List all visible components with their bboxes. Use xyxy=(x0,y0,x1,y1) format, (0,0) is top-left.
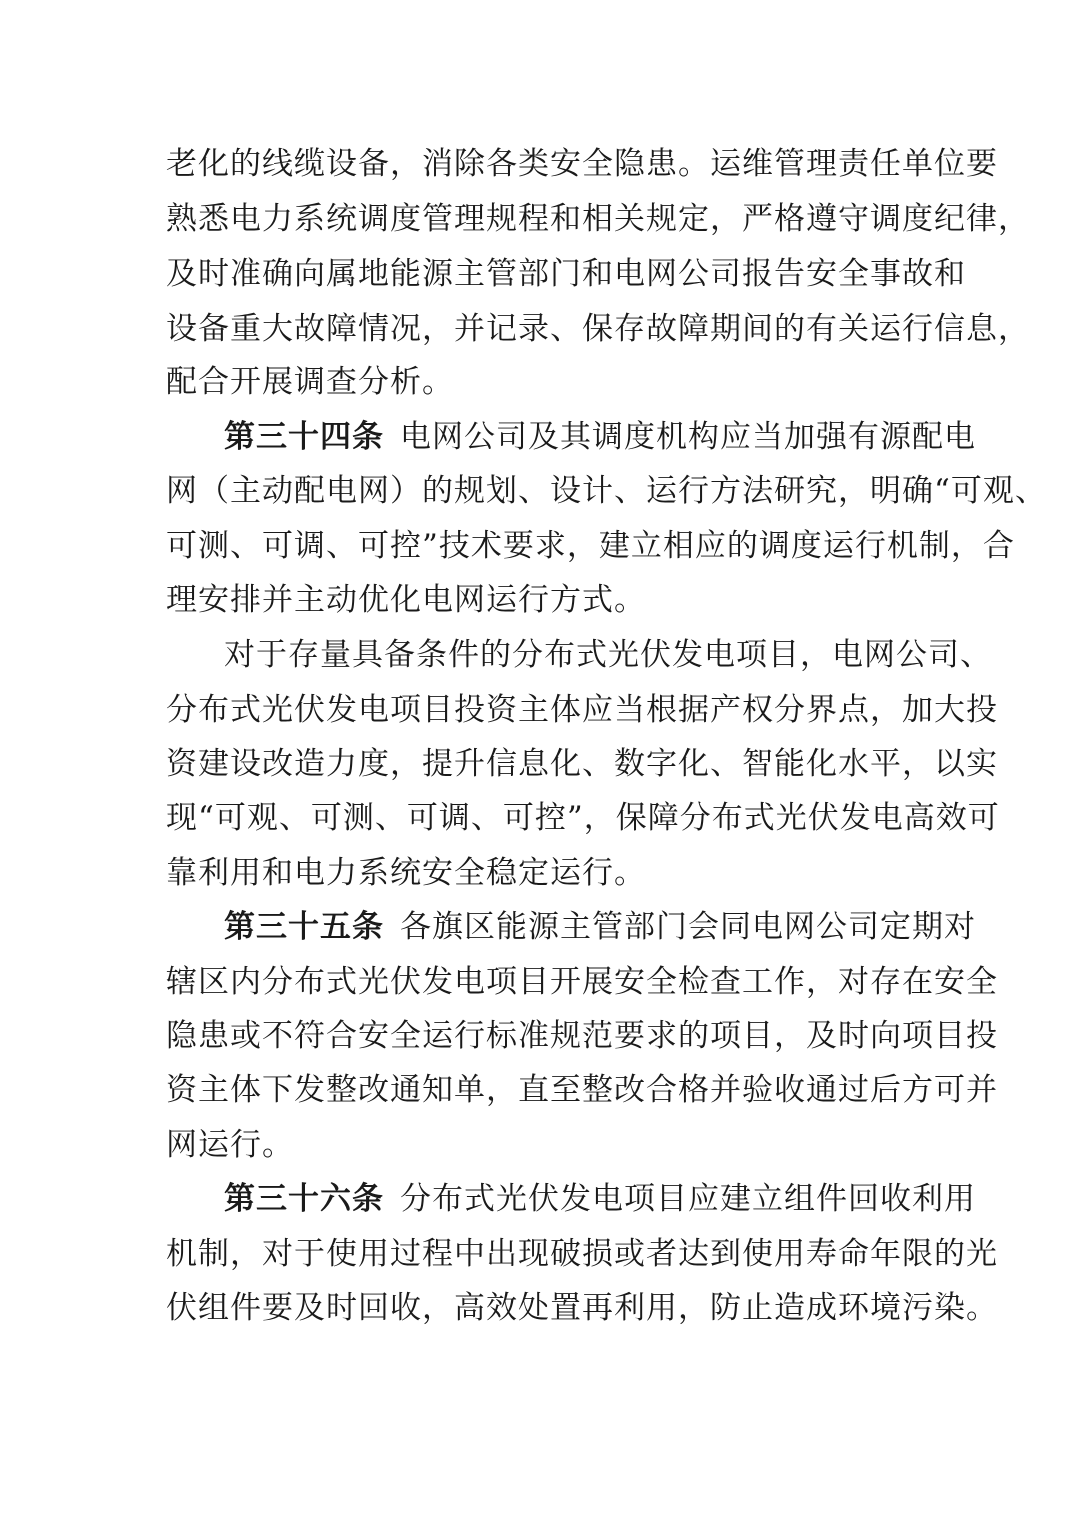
paragraph-line: 机制，对于使用过程中出现破损或者达到使用寿命年限的光 xyxy=(166,1236,998,1272)
paragraph-line: 网运行。 xyxy=(166,1127,294,1163)
paragraph-line: 可测、可调、可控”技术要求，建立相应的调度运行机制，合 xyxy=(166,528,1015,564)
paragraph-line: 资建设改造力度，提升信息化、数字化、智能化水平，以实 xyxy=(166,746,998,782)
paragraph-line: 伏组件要及时回收，高效处置再利用，防止造成环境污染。 xyxy=(166,1290,998,1326)
paragraph-line: 分布式光伏发电项目投资主体应当根据产权分界点，加大投 xyxy=(166,692,998,728)
article-35-heading: 第三十五条 xyxy=(224,909,384,945)
paragraph-line: 资主体下发整改通知单，直至整改合格并验收通过后方可并 xyxy=(166,1072,998,1108)
paragraph-line: 辖区内分布式光伏发电项目开展安全检查工作，对存在安全 xyxy=(166,964,998,1000)
paragraph-line: 现“可观、可测、可调、可控”，保障分布式光伏发电高效可 xyxy=(166,800,1000,836)
paragraph-line: 对于存量具备条件的分布式光伏发电项目，电网公司、 xyxy=(224,637,992,673)
paragraph-line: 配合开展调查分析。 xyxy=(166,364,454,400)
paragraph-line: 设备重大故障情况，并记录、保存故障期间的有关运行信息， xyxy=(166,311,1030,347)
article-36-text: 分布式光伏发电项目应建立组件回收利用 xyxy=(400,1181,976,1217)
paragraph-line: 理安排并主动优化电网运行方式。 xyxy=(166,582,646,618)
article-36-first-line xyxy=(224,1173,976,1225)
paragraph-line: 靠利用和电力系统安全稳定运行。 xyxy=(166,855,646,891)
paragraph-line: 及时准确向属地能源主管部门和电网公司报告安全事故和 xyxy=(166,256,966,292)
paragraph-line: 隐患或不符合安全运行标准规范要求的项目，及时向项目投 xyxy=(166,1018,998,1054)
article-34-first-line xyxy=(224,411,976,463)
article-35-text: 各旗区能源主管部门会同电网公司定期对 xyxy=(400,909,976,945)
paragraph-line: 熟悉电力系统调度管理规程和相关规定，严格遵守调度纪律， xyxy=(166,201,1030,237)
paragraph-line: 老化的线缆设备，消除各类安全隐患。运维管理责任单位要 xyxy=(166,146,998,182)
article-34-heading: 第三十四条 xyxy=(224,419,384,455)
article-34-text: 电网公司及其调度机构应当加强有源配电 xyxy=(400,419,976,455)
article-36-heading: 第三十六条 xyxy=(224,1181,384,1217)
paragraph-line: 网（主动配电网）的规划、设计、运行方法研究，明确“可观、 xyxy=(166,473,1047,509)
article-35-first-line xyxy=(224,901,976,953)
